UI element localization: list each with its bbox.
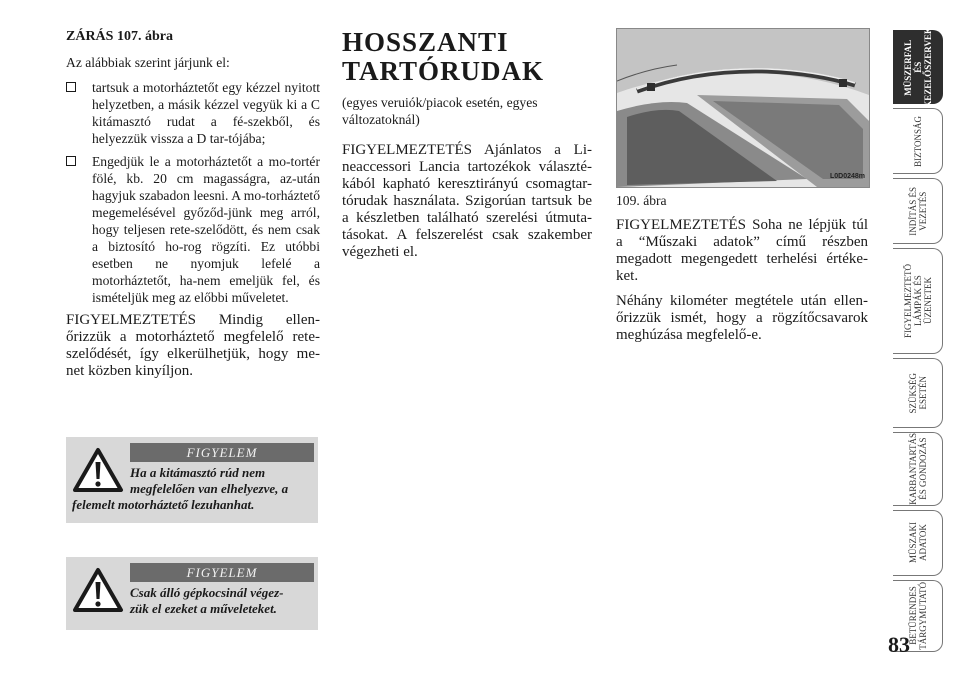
column-roof-rails [342, 28, 592, 269]
bullet-list [66, 79, 320, 306]
warning-triangle-icon [72, 447, 124, 493]
warning-text-rails: FIGYELMEZTETÉS Ajánlatos a Li-neaccessori Lancia tartozékok választé-kából kapható keresztirányú csomagtar-tórudak használata. Szigorúan tartsuk be a készletben található szerelési útmuta-tásokat. A felszerelést csak szakember végezheti el. [342, 142, 592, 260]
column-closing [66, 28, 320, 388]
warning-text-bolts: Néhány kilométer megtétele után ellen-őrizzük ismét, hogy a rögzítőcsavarok meghúzása megfelelő-e. [616, 293, 868, 343]
car-roof-rail-illustration [617, 29, 869, 187]
roof-rail-figure [616, 28, 870, 188]
caution-box-prop-rod [66, 437, 318, 523]
intro-text: Az alábbiak szerint járjunk el: [66, 55, 230, 70]
caution-text: Ha a kitámasztó rúd nem megfelelően van elhelyezve, a felemelt motorháztető lezuhanhat. [72, 465, 289, 512]
list-item: tartsuk a motorháztetőt egy kézzel nyitott helyzetben, a másik kézzel vegyük ki a C kitámasztó rudat a fé-szekből, és helyezzük vissza a D tar-tójába; [66, 79, 320, 147]
list-item: Engedjük le a motorháztetőt a mo-tortér fölé, kb. 20 cm magasságra, az-után hagyjuk szabadon leesni. A mo-torháztető megemelésével győződ-jünk meg arról, hogy teljesen rete-szelődött, és nem csak a biztosító ho-rog rögzíti. Ez utóbbi esetben ne nyomjuk lefelé a motorháztetőt, ha-nem emeljük fel, és ismételjük meg az előbbi műveletet. [66, 153, 320, 306]
tab-emergency[interactable]: SZÜKSÉG ESETÉN [893, 358, 943, 428]
tab-technical-data[interactable]: MŰSZAKI ADATOK [893, 510, 943, 576]
checkbox-bullet-icon [66, 82, 76, 92]
tab-index[interactable]: BETŰRENDES TÁRGYMUTATÓ [893, 580, 943, 652]
tab-dashboard-controls[interactable]: MŰSZERFAL ÉS KEZELŐSZERVEK [893, 30, 943, 104]
page-title: HOSSZANTI TARTÓRUDAK [342, 27, 545, 86]
caution-box-stationary [66, 557, 318, 630]
column-figure [616, 28, 868, 352]
tab-maintenance[interactable]: KARBANTARTÁS ÉS GONDOZÁS [893, 432, 943, 506]
tab-warning-lights[interactable]: FIGYELMEZTETŐ LÁMPÁK ÉS ÜZENETEK [893, 248, 943, 354]
page-number: 83 [888, 632, 910, 657]
figure-code: L0D0248m [829, 173, 865, 180]
caution-header: FIGYELEM [130, 443, 314, 462]
warning-text-load: FIGYELMEZTETÉS Soha ne lépjük túl a “Műszaki adatok” című részben megadott megengedett terhelési értéke-ket. [616, 217, 868, 284]
tab-starting-driving[interactable]: INDÍTÁS ÉS VEZETÉS [893, 178, 943, 244]
section-heading-closing: ZÁRÁS 107. ábra [66, 29, 173, 44]
caution-text: Csak álló gépkocsinál végez- zük el ezeket a műveleteket. [130, 585, 284, 616]
warning-text-closing: FIGYELMEZTETÉS Mindig ellen-őrizzük a motorháztető megfelelő rete-szelődését, így elkerülhetjük, hogy me-net közben kinyíljon. [66, 312, 320, 379]
figure-caption: 109. ábra [616, 193, 667, 208]
checkbox-bullet-icon [66, 156, 76, 166]
tab-safety[interactable]: BIZTONSÁG [893, 108, 943, 174]
caution-header: FIGYELEM [130, 563, 314, 582]
warning-triangle-icon [72, 567, 124, 613]
subtitle: (egyes veruiók/piacok esetén, egyes változatoknál) [342, 95, 538, 127]
